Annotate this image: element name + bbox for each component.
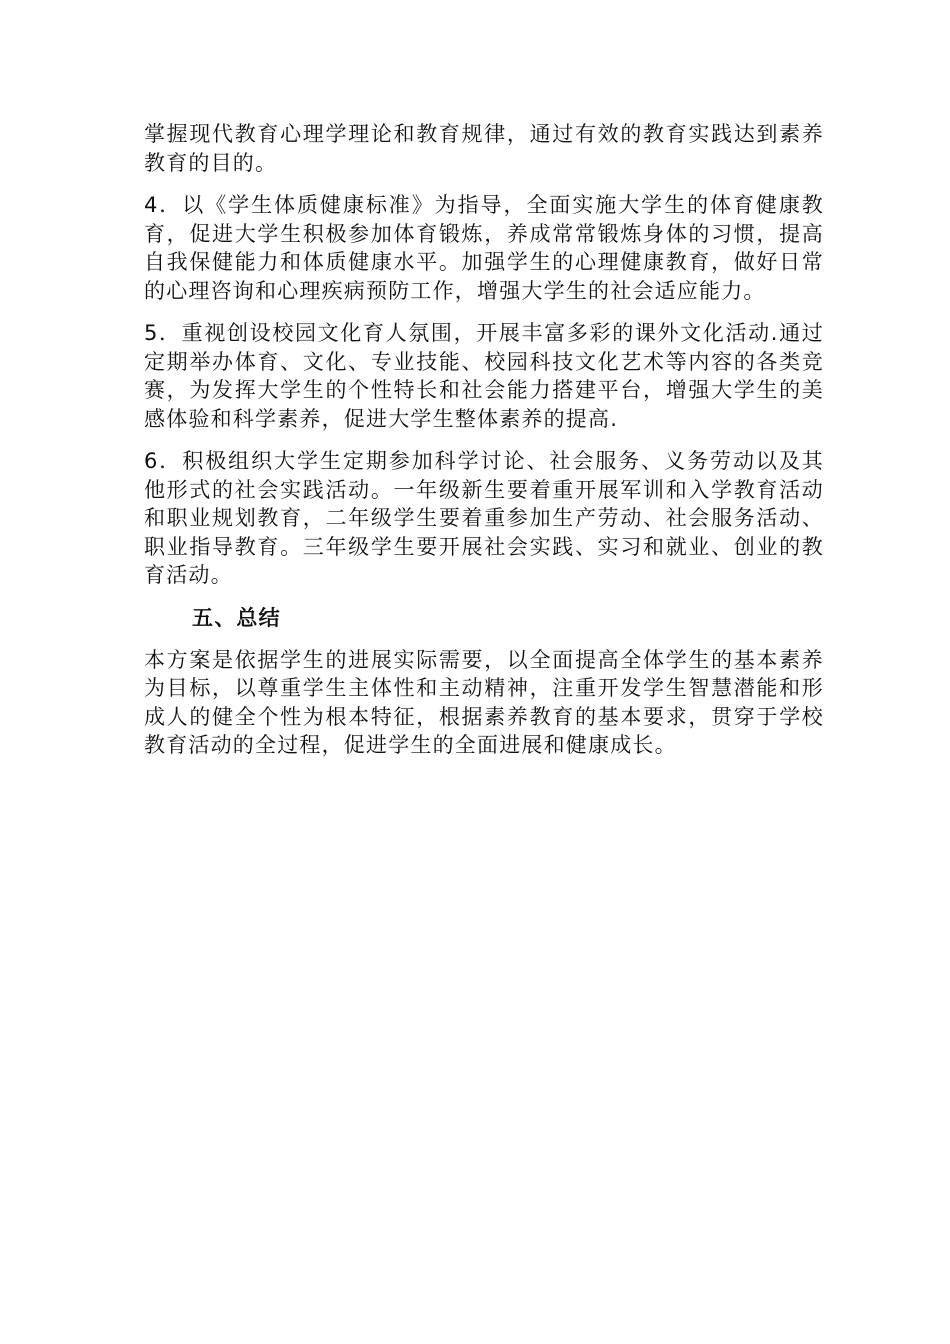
paragraph-physical-health: 4．以《学生体质健康标准》为指导，全面实施大学生的体育健康教育，促进大学生积极参加体育锻炼，养成常常锻炼身体的习惯，提高自我保健能力和体质健康水平。加强学生的心理健康教育，做好日常的心理咨询和心理疾病预防工作，增强大学生的社会适应能力。 [144,193,824,303]
document-page [144,120,824,774]
paragraph-summary: 本方案是依据学生的进展实际需要，以全面提高全体学生的基本素养为目标，以尊重学生主体性和主动精神，注重开发学生智慧潜能和形成人的健全个性为根本特征，根据素养教育的基本要求，贯穿于学校教育活动的全过程，促进学生的全面进展和健康成长。 [144,647,824,757]
paragraph-campus-culture: 5．重视创设校园文化育人氛围，开展丰富多彩的课外文化活动.通过定期举办体育、文化、专业技能、校园科技文化艺术等内容的各类竞赛，为发挥大学生的个性特长和社会能力搭建平台，增强大学生的美感体验和科学素养，促进大学生整体素养的提高. [144,321,824,431]
paragraph-education-practice: 掌握现代教育心理学理论和教育规律，通过有效的教育实践达到素养教育的目的。 [144,122,824,175]
paragraph-social-practice: 6．积极组织大学生定期参加科学讨论、社会服务、义务劳动以及其他形式的社会实践活动。一年级新生要着重开展军训和入学教育活动和职业规划教育，二年级学生要着重参加生产劳动、社会服务活动、职业指导教育。三年级学生要开展社会实践、实习和就业、创业的教育活动。 [144,449,824,587]
section-heading-summary: 五、总结 [192,605,281,630]
